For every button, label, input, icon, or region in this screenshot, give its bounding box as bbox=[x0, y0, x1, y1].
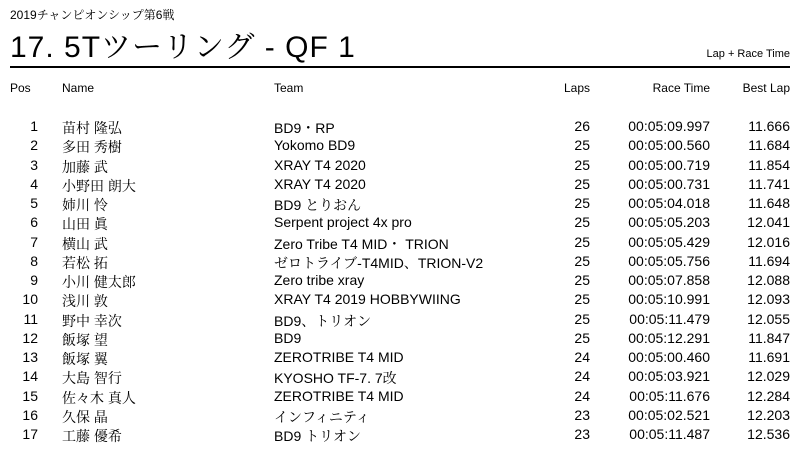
cell-pos: 3 bbox=[30, 156, 38, 173]
cell-pos: 1 bbox=[30, 118, 38, 134]
cell-laps: 25 bbox=[574, 214, 590, 231]
cell-laps: 24 bbox=[574, 349, 590, 365]
cell-pos: 13 bbox=[22, 349, 38, 365]
cell-pos: 16 bbox=[22, 406, 38, 423]
cell-race-time: 00:05:11.676 bbox=[629, 387, 710, 404]
cell-team: Yokomo BD9 bbox=[274, 137, 356, 154]
cell-laps: 25 bbox=[574, 291, 590, 308]
cell-laps: 25 bbox=[574, 175, 590, 192]
cell-team: インフィニティ bbox=[274, 408, 370, 425]
cell-best-lap: 11.648 bbox=[748, 195, 790, 211]
cell-race-time: 00:05:12.291 bbox=[628, 329, 710, 346]
cell-pos: 12 bbox=[22, 329, 38, 346]
column-header-name: Name bbox=[62, 81, 95, 95]
cell-laps: 24 bbox=[574, 368, 590, 385]
cell-team: KYOSHO TF-7. 7改 bbox=[274, 370, 397, 387]
cell-best-lap: 11.684 bbox=[748, 137, 790, 154]
cell-race-time: 00:05:00.719 bbox=[628, 156, 710, 173]
cell-team: BD9・RP bbox=[274, 120, 335, 136]
cell-best-lap: 12.016 bbox=[747, 233, 790, 250]
cell-best-lap: 11.847 bbox=[748, 329, 790, 346]
cell-name: 佐々木 真人 bbox=[62, 389, 136, 406]
column-header-best-lap: Best Lap bbox=[742, 81, 790, 95]
cell-race-time: 00:05:00.731 bbox=[628, 175, 710, 192]
cell-team: Zero Tribe T4 MID・ TRION bbox=[274, 235, 449, 252]
cell-team: XRAY T4 2020 bbox=[274, 175, 366, 192]
cell-name: 若松 拓 bbox=[62, 254, 108, 271]
cell-name: 加藤 武 bbox=[62, 158, 108, 175]
cell-name: 飯塚 翼 bbox=[62, 351, 108, 367]
cell-best-lap: 12.041 bbox=[747, 214, 790, 231]
cell-race-time: 00:05:04.018 bbox=[628, 195, 710, 211]
cell-name: 久保 晶 bbox=[62, 408, 108, 425]
cell-laps: 25 bbox=[574, 233, 590, 250]
cell-best-lap: 12.029 bbox=[747, 368, 790, 385]
cell-best-lap: 12.284 bbox=[747, 387, 790, 404]
cell-best-lap: 12.093 bbox=[747, 291, 790, 308]
cell-race-time: 00:05:05.203 bbox=[628, 214, 710, 231]
cell-pos: 2 bbox=[30, 137, 38, 154]
cell-team: Serpent project 4x pro bbox=[274, 214, 412, 231]
cell-pos: 7 bbox=[30, 233, 38, 250]
cell-race-time: 00:05:11.479 bbox=[629, 310, 710, 327]
cell-laps: 23 bbox=[574, 426, 590, 442]
cell-race-time: 00:05:03.921 bbox=[628, 368, 710, 385]
cell-best-lap: 12.203 bbox=[747, 406, 790, 423]
cell-name: 工藤 優希 bbox=[62, 428, 122, 444]
cell-race-time: 00:05:09.997 bbox=[628, 118, 710, 134]
cell-team: ZEROTRIBE T4 MID bbox=[274, 349, 404, 365]
cell-pos: 6 bbox=[30, 214, 38, 231]
cell-name: 小川 健太郎 bbox=[62, 274, 136, 290]
page-title: 17. 5Tツーリング - QF 1 bbox=[10, 31, 356, 64]
cell-pos: 8 bbox=[30, 252, 38, 269]
cell-laps: 25 bbox=[574, 137, 590, 154]
cell-best-lap: 11.741 bbox=[748, 175, 790, 192]
cell-team: BD9 とりおん bbox=[274, 197, 362, 213]
cell-name: 苗村 隆弘 bbox=[62, 120, 122, 136]
cell-name: 浅川 敦 bbox=[62, 293, 108, 310]
cell-team: XRAY T4 2019 HOBBYWIING bbox=[274, 291, 461, 308]
cell-race-time: 00:05:05.429 bbox=[628, 233, 710, 250]
cell-name: 横山 武 bbox=[62, 235, 108, 252]
cell-name: 飯塚 望 bbox=[62, 331, 108, 348]
cell-race-time: 00:05:02.521 bbox=[628, 406, 710, 423]
cell-pos: 14 bbox=[22, 368, 38, 385]
column-header-pos: Pos bbox=[10, 81, 31, 95]
cell-best-lap: 12.088 bbox=[747, 272, 790, 288]
cell-laps: 25 bbox=[574, 329, 590, 346]
cell-name: 大島 智行 bbox=[62, 370, 122, 387]
sort-label: Lap + Race Time bbox=[706, 48, 790, 60]
cell-pos: 15 bbox=[22, 387, 38, 404]
cell-team: ゼロトライブ-T4MID、TRION-V2 bbox=[274, 254, 484, 271]
cell-laps: 26 bbox=[574, 118, 590, 134]
cell-name: 小野田 朗大 bbox=[62, 177, 136, 194]
cell-best-lap: 12.536 bbox=[747, 426, 790, 442]
cell-laps: 24 bbox=[574, 387, 590, 404]
cell-race-time: 00:05:00.560 bbox=[628, 137, 710, 154]
column-header-race-time: Race Time bbox=[652, 81, 710, 95]
column-header-laps: Laps bbox=[563, 81, 590, 95]
cell-race-time: 00:05:10.991 bbox=[628, 291, 710, 308]
cell-team: Zero tribe xray bbox=[274, 272, 365, 288]
cell-laps: 25 bbox=[574, 310, 590, 327]
cell-best-lap: 11.854 bbox=[748, 156, 790, 173]
cell-name: 山田 眞 bbox=[62, 216, 108, 233]
cell-best-lap: 11.691 bbox=[748, 349, 790, 365]
cell-race-time: 00:05:05.756 bbox=[628, 252, 710, 269]
cell-best-lap: 11.694 bbox=[748, 252, 790, 269]
column-header-team: Team bbox=[274, 81, 304, 95]
cell-laps: 25 bbox=[574, 272, 590, 288]
cell-pos: 17 bbox=[22, 426, 38, 442]
cell-pos: 9 bbox=[30, 272, 38, 288]
cell-laps: 23 bbox=[574, 406, 590, 423]
cell-laps: 25 bbox=[574, 195, 590, 211]
cell-laps: 25 bbox=[574, 252, 590, 269]
cell-best-lap: 11.666 bbox=[748, 118, 790, 134]
cell-pos: 11 bbox=[23, 310, 38, 327]
page-subtitle: 2019チャンピオンシップ第6戦 bbox=[10, 8, 175, 22]
cell-team: BD9、トリオン bbox=[274, 312, 372, 329]
cell-race-time: 00:05:07.858 bbox=[628, 272, 710, 288]
cell-pos: 5 bbox=[30, 195, 38, 211]
cell-name: 多田 秀樹 bbox=[62, 139, 122, 156]
cell-team: XRAY T4 2020 bbox=[274, 156, 366, 173]
cell-team: BD9 bbox=[274, 329, 302, 346]
cell-laps: 25 bbox=[574, 156, 590, 173]
cell-team: ZEROTRIBE T4 MID bbox=[274, 387, 404, 404]
cell-race-time: 00:05:11.487 bbox=[629, 426, 710, 442]
cell-name: 姉川 怜 bbox=[62, 197, 108, 213]
cell-race-time: 00:05:00.460 bbox=[628, 349, 710, 365]
cell-pos: 4 bbox=[30, 175, 38, 192]
cell-best-lap: 12.055 bbox=[747, 310, 790, 327]
cell-team: BD9 トリオン bbox=[274, 428, 361, 444]
cell-pos: 10 bbox=[22, 291, 38, 308]
cell-name: 野中 幸次 bbox=[62, 312, 122, 329]
